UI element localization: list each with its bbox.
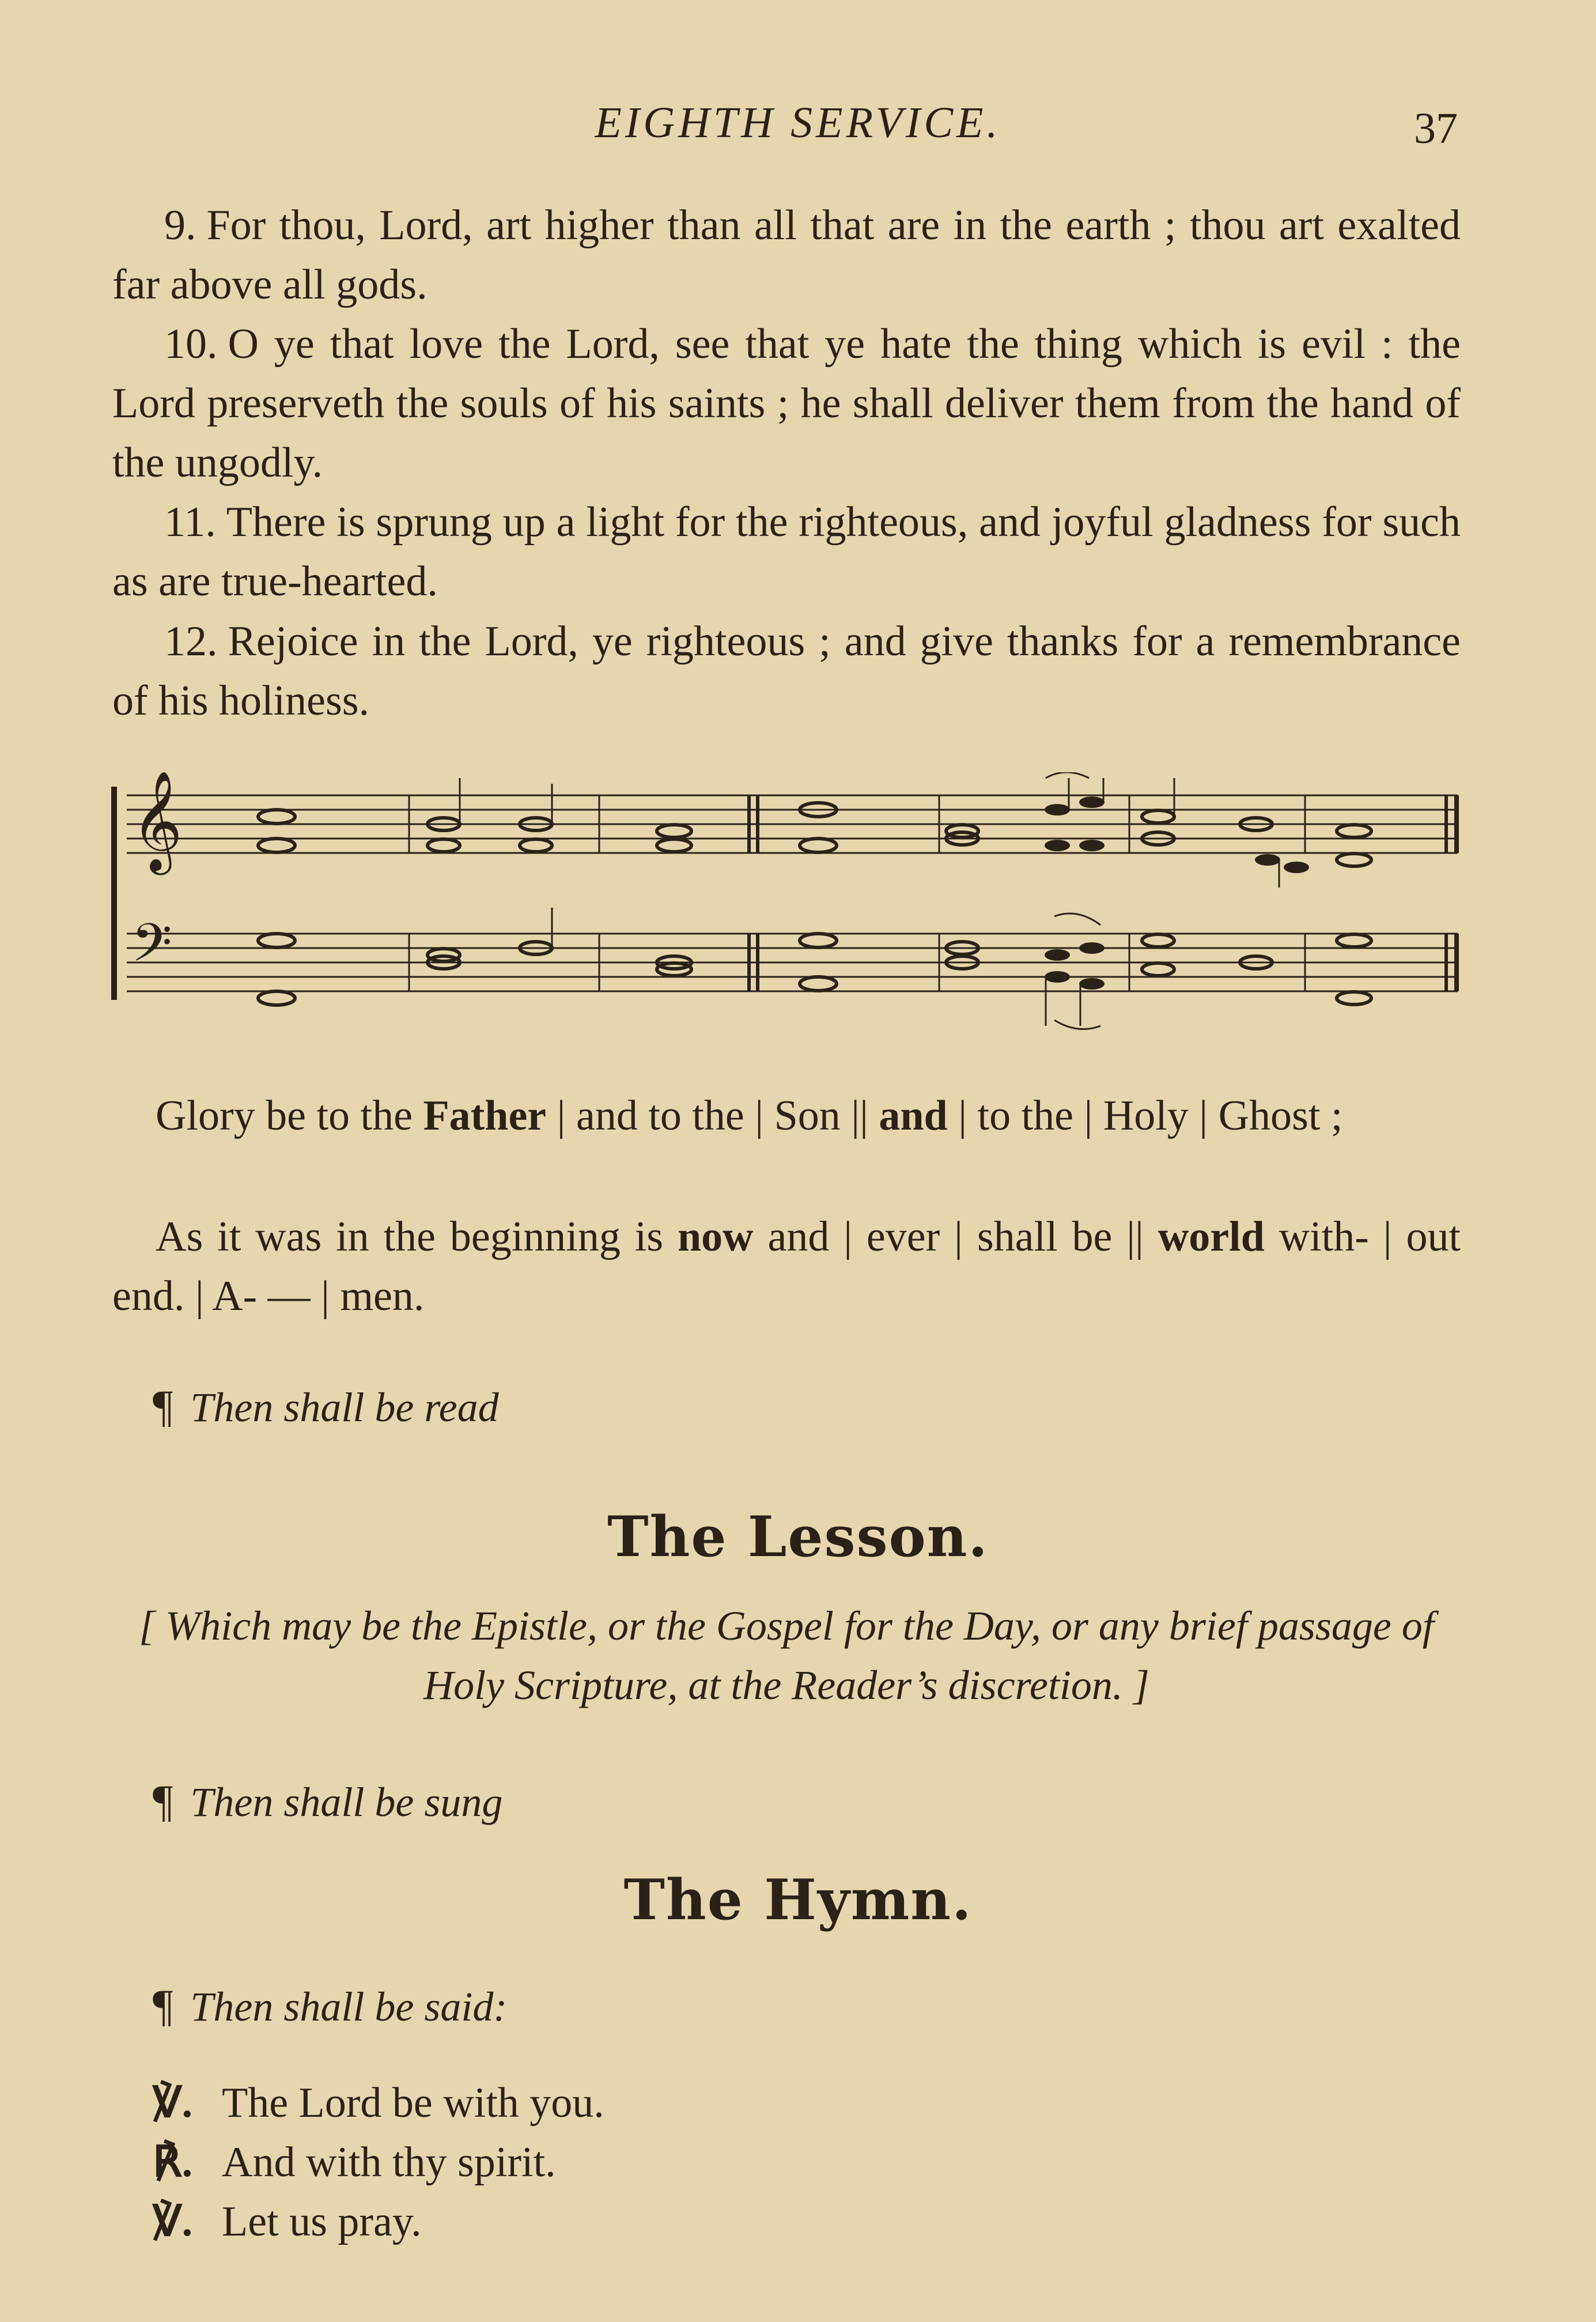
verse-number: 9. xyxy=(164,202,196,249)
verse-11 xyxy=(112,493,1461,611)
rubric-said xyxy=(153,1980,507,2032)
lesson-heading: The Lesson. xyxy=(607,1504,989,1569)
pilcrow-icon: ¶ xyxy=(153,1776,173,1826)
page-number: 37 xyxy=(1414,104,1458,153)
gloria-text: Glory be to the xyxy=(156,1092,423,1139)
pilcrow-icon: ¶ xyxy=(153,1980,173,2030)
gloria-text-bold: and xyxy=(879,1092,948,1139)
verse-number: 11. xyxy=(164,499,216,546)
rubric-text: Then shall be sung xyxy=(190,1779,503,1825)
versicle-text: Let us pray. xyxy=(222,2198,422,2245)
response-1 xyxy=(153,2137,556,2187)
svg-text:𝄞: 𝄞 xyxy=(131,772,183,871)
gloria-text-bold: world xyxy=(1158,1213,1265,1260)
verse-12 xyxy=(112,612,1461,731)
gloria-line-2 xyxy=(112,1207,1461,1326)
versicle-1 xyxy=(153,2078,604,2128)
response-mark: ℟. xyxy=(153,2139,193,2186)
gloria-line-1 xyxy=(112,1086,1461,1146)
verse-text: There is sprung up a light for the righteous, and joyful gladness for such as are true-hearted. xyxy=(112,499,1461,605)
versicle-mark: ℣. xyxy=(153,2198,193,2245)
rubric-sung xyxy=(153,1775,502,1827)
rubric-text: Then shall be said: xyxy=(190,1984,508,2030)
gloria-text: As it was in the beginning is xyxy=(156,1213,678,1260)
running-title: EIGHTH SERVICE. xyxy=(595,99,1001,147)
chant-score xyxy=(109,772,1469,1095)
lesson-note: [ Which may be the Epistle, or the Gospel for the Day, or any brief passage of Holy Scripture, at the Reader’s discretion. ] xyxy=(139,1603,1434,1708)
gloria-text: with- | out end. | A- — | men. xyxy=(112,1213,1461,1320)
versicle-text: And with thy spirit. xyxy=(222,2139,556,2186)
hymn-heading: The Hymn. xyxy=(623,1867,973,1932)
verse-10 xyxy=(112,315,1461,493)
pilcrow-icon: ¶ xyxy=(153,1381,173,1431)
verse-9 xyxy=(112,196,1461,315)
versicle-mark: ℣. xyxy=(153,2079,193,2127)
verse-number: 10. xyxy=(164,320,218,368)
rubric-text: Then shall be read xyxy=(190,1384,499,1430)
gloria-text-bold: now xyxy=(677,1213,754,1260)
rubric-read xyxy=(153,1380,499,1432)
gloria-text: | to the | Holy | Ghost ; xyxy=(947,1092,1343,1139)
svg-text:𝄢: 𝄢 xyxy=(131,912,172,986)
verse-text: Rejoice in the Lord, ye righteous ; and give thanks for a remembrance of his holiness. xyxy=(112,618,1461,724)
versicle-text: The Lord be with you. xyxy=(222,2079,604,2127)
versicle-2 xyxy=(153,2196,422,2247)
verse-text: O ye that love the Lord, see that ye hate the thing which is evil : the Lord preserveth the souls of his saints ; he shall deliver them from the hand of the ungodly. xyxy=(112,320,1461,486)
gloria-text: | and to the | Son || xyxy=(546,1092,879,1139)
verse-number: 12. xyxy=(164,618,218,665)
gloria-text: and | ever | shall be || xyxy=(753,1213,1158,1260)
gloria-text-bold: Father xyxy=(423,1092,547,1139)
verse-text: For thou, Lord, art higher than all that are in the earth ; thou art exalted far above all gods. xyxy=(112,202,1461,308)
